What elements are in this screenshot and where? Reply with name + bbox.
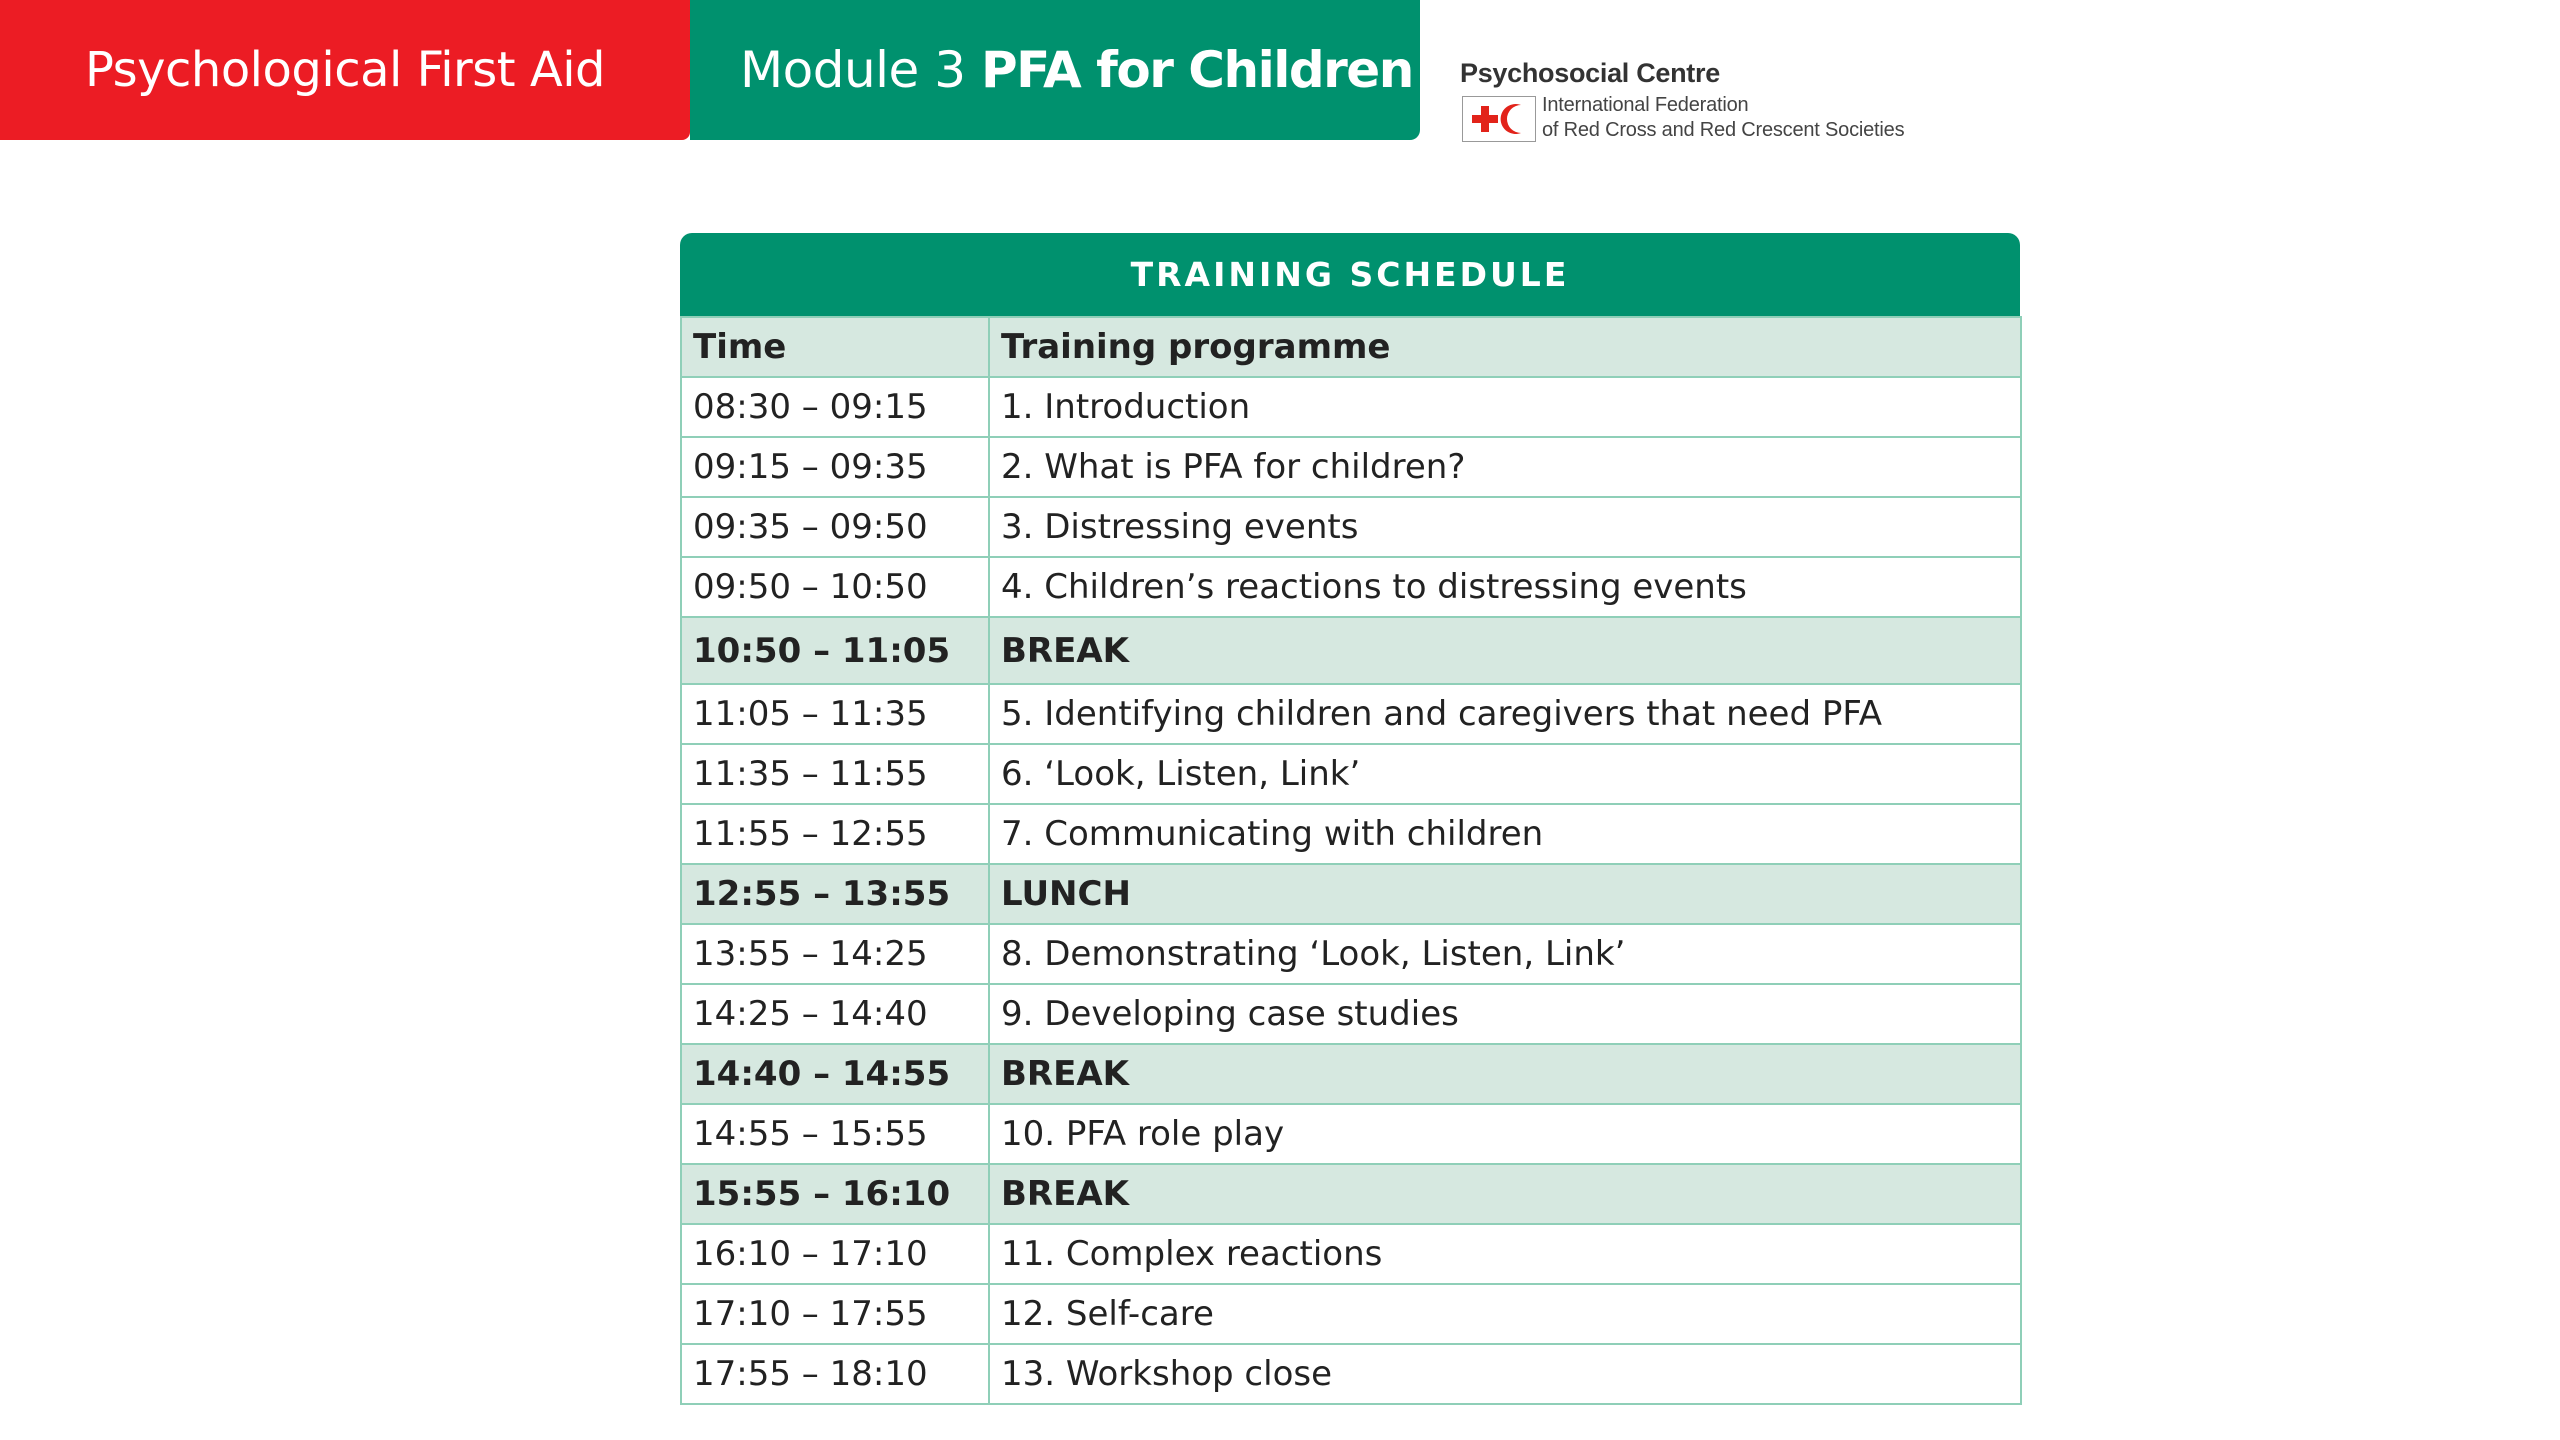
programme-cell: 11. Complex reactions	[989, 1224, 2021, 1284]
column-header-programme: Training programme	[989, 317, 2021, 377]
programme-cell: 3. Distressing events	[989, 497, 2021, 557]
time-cell: 13:55 – 14:25	[681, 924, 989, 984]
module-name: PFA for Children	[980, 41, 1413, 99]
schedule-header	[680, 233, 2020, 316]
table-row	[681, 1224, 2021, 1284]
time-cell: 12:55 – 13:55	[681, 864, 989, 924]
time-cell: 17:55 – 18:10	[681, 1344, 989, 1404]
programme-cell: 10. PFA role play	[989, 1104, 2021, 1164]
time-cell: 14:55 – 15:55	[681, 1104, 989, 1164]
table-row	[681, 1344, 2021, 1404]
time-cell: 09:35 – 09:50	[681, 497, 989, 557]
break-row	[681, 617, 2021, 684]
table-row	[681, 437, 2021, 497]
programme-cell: 2. What is PFA for children?	[989, 437, 2021, 497]
module-prefix: Module 3	[740, 41, 966, 99]
break-row	[681, 1044, 2021, 1104]
table-row	[681, 1284, 2021, 1344]
programme-cell: 5. Identifying children and caregivers that need PFA	[989, 684, 2021, 744]
time-cell: 09:15 – 09:35	[681, 437, 989, 497]
schedule-title: TRAINING SCHEDULE	[1130, 255, 1570, 294]
programme-cell: 12. Self-care	[989, 1284, 2021, 1344]
time-cell: 17:10 – 17:55	[681, 1284, 989, 1344]
time-cell: 14:40 – 14:55	[681, 1044, 989, 1104]
programme-cell: 13. Workshop close	[989, 1344, 2021, 1404]
break-label-cell: LUNCH	[989, 864, 2021, 924]
table-row	[681, 557, 2021, 617]
time-cell: 11:35 – 11:55	[681, 744, 989, 804]
schedule-column-headers	[681, 317, 2021, 377]
time-cell: 15:55 – 16:10	[681, 1164, 989, 1224]
time-cell: 08:30 – 09:15	[681, 377, 989, 437]
module-title-bar	[690, 0, 1420, 140]
programme-cell: 4. Children’s reactions to distressing events	[989, 557, 2021, 617]
red-cross-crescent-icon	[1462, 96, 1536, 142]
break-label-cell: BREAK	[989, 617, 2021, 684]
break-row	[681, 864, 2021, 924]
programme-cell: 9. Developing case studies	[989, 984, 2021, 1044]
course-title: Psychological First Aid	[84, 42, 605, 98]
time-cell: 16:10 – 17:10	[681, 1224, 989, 1284]
programme-cell: 6. ‘Look, Listen, Link’	[989, 744, 2021, 804]
schedule-table	[680, 316, 2022, 1405]
programme-cell: 8. Demonstrating ‘Look, Listen, Link’	[989, 924, 2021, 984]
time-cell: 10:50 – 11:05	[681, 617, 989, 684]
module-title	[740, 41, 1413, 99]
organisation-logo	[1460, 58, 1940, 153]
federation-name-line-1: International Federation	[1542, 94, 1749, 116]
training-schedule	[680, 233, 2020, 1405]
table-row	[681, 377, 2021, 437]
table-row	[681, 924, 2021, 984]
table-row	[681, 804, 2021, 864]
time-cell: 09:50 – 10:50	[681, 557, 989, 617]
break-label-cell: BREAK	[989, 1044, 2021, 1104]
time-cell: 14:25 – 14:40	[681, 984, 989, 1044]
time-cell: 11:05 – 11:35	[681, 684, 989, 744]
table-row	[681, 984, 2021, 1044]
break-row	[681, 1164, 2021, 1224]
programme-cell: 7. Communicating with children	[989, 804, 2021, 864]
column-header-time: Time	[681, 317, 989, 377]
course-title-bar	[0, 0, 690, 140]
table-row	[681, 1104, 2021, 1164]
time-cell: 11:55 – 12:55	[681, 804, 989, 864]
table-row	[681, 497, 2021, 557]
programme-cell: 1. Introduction	[989, 377, 2021, 437]
break-label-cell: BREAK	[989, 1164, 2021, 1224]
schedule-rows	[681, 377, 2021, 1404]
table-row	[681, 744, 2021, 804]
org-name: Psychosocial Centre	[1460, 58, 1720, 88]
table-row	[681, 684, 2021, 744]
federation-name-line-2: of Red Cross and Red Crescent Societies	[1542, 119, 1905, 141]
